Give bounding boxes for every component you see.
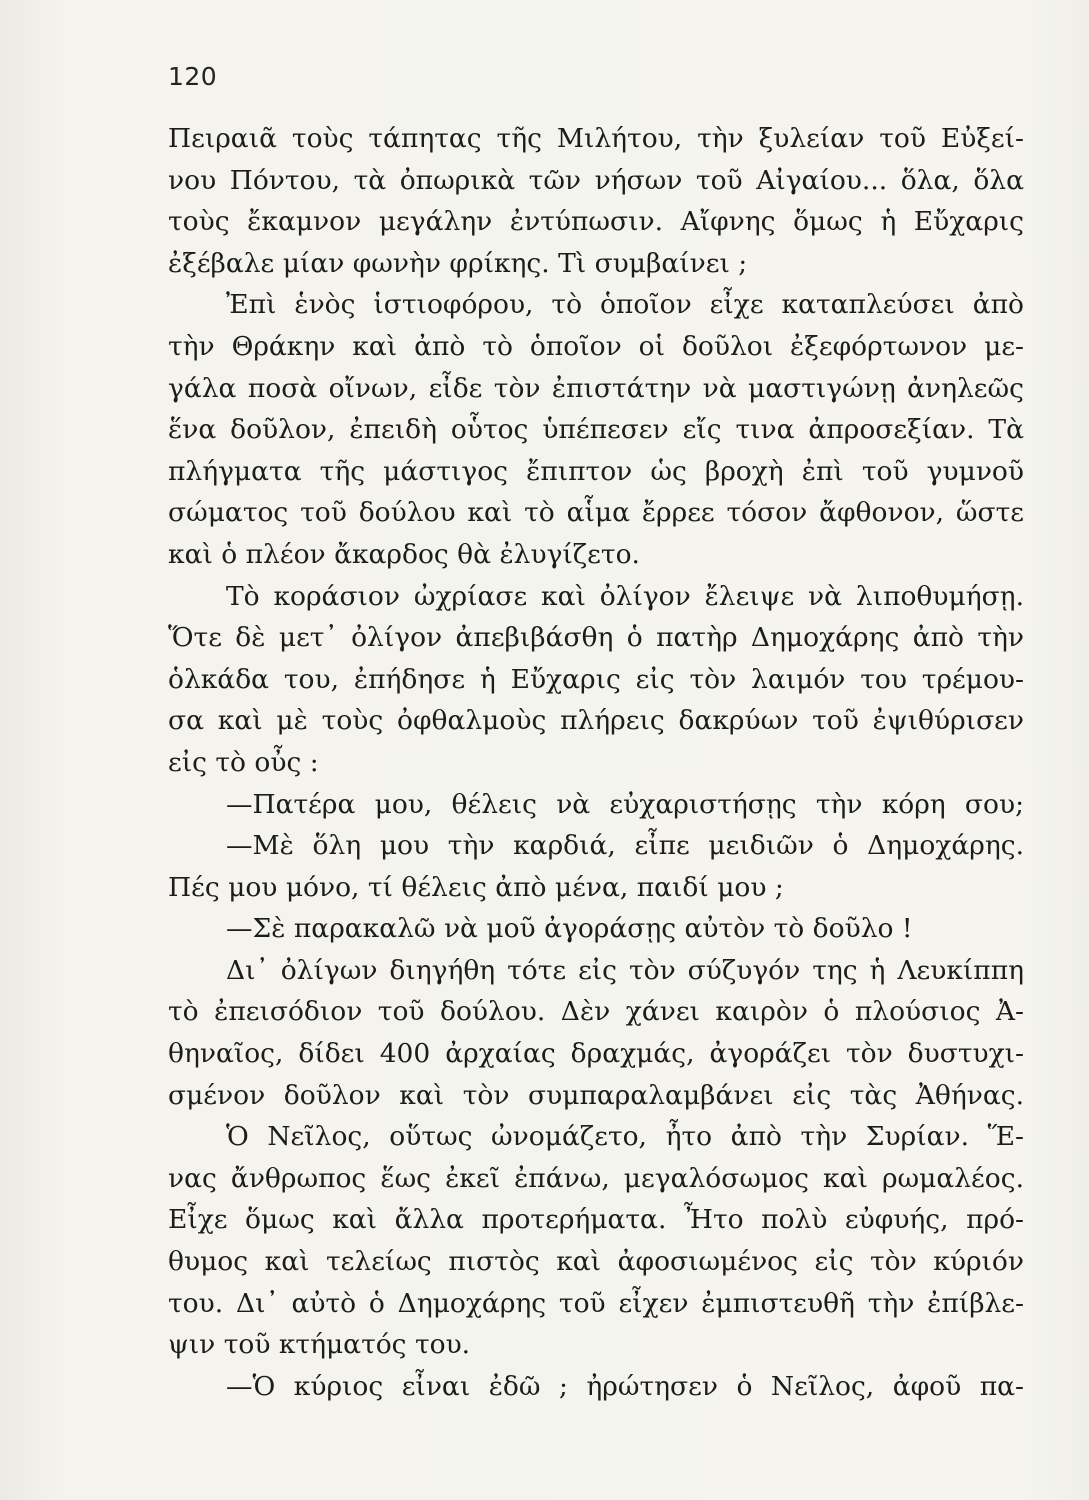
text-line: νας ἄνθρωπος ἕως ἐκεῖ ἐπάνω, μεγαλόσωμος καὶ ρωμαλέος. [168, 1162, 1024, 1194]
text-line: Τὸ κοράσιον ὠχρίασε καὶ ὀλίγον ἔλειψε νὰ λιποθυμήσῃ. [226, 580, 1024, 612]
text-line: τοὺς ἔκαμνον μεγάλην ἐντύπωσιν. Αἴφνης ὅμως ἡ Εὔχαρις [168, 206, 1024, 238]
text-line: θηναῖος, δίδει 400 ἀρχαίας δραχμάς, ἀγοράζει τὸν δυστυχι- [168, 1038, 1024, 1070]
text-line: σα καὶ μὲ τοὺς ὀφθαλμοὺς πλήρεις δακρύων τοῦ ἐψιθύρισεν [168, 705, 1024, 737]
text-line: εἰς τὸ οὖς : [168, 746, 319, 778]
text-line: ὁλκάδα του, ἐπήδησε ἡ Εὔχαρις εἰς τὸν λαιμόν του τρέμου- [168, 663, 1024, 695]
text-line: πλήγματα τῆς μάστιγος ἔπιπτον ὡς βροχὴ ἐπὶ τοῦ γυμνοῦ [168, 455, 1024, 487]
text-line: —Σὲ παρακαλῶ νὰ μοῦ ἀγοράσῃς αὐτὸν τὸ δοῦλο ! [226, 913, 913, 945]
text-line: γάλα ποσὰ οἴνων, εἶδε τὸν ἐπιστάτην νὰ μαστιγώνῃ ἀνηλεῶς [168, 372, 1024, 404]
text-line: νου Πόντου, τὰ ὀπωρικὰ τῶν νήσων τοῦ Αἰγαίου... ὅλα, ὅλα [168, 164, 1024, 196]
text-line: τὸ ἐπεισόδιον τοῦ δούλου. Δὲν χάνει καιρὸν ὁ πλούσιος Ἀ- [168, 996, 1024, 1028]
text-line: Πές μου μόνο, τί θέλεις ἀπὸ μένα, παιδί μου ; [168, 871, 784, 903]
text-line: καὶ ὁ πλέον ἄκαρδος θὰ ἐλυγίζετο. [168, 538, 640, 570]
text-line: Εἶχε ὅμως καὶ ἄλλα προτερήματα. Ἦτο πολὺ εὐφυής, πρό- [168, 1204, 1024, 1236]
text-line: Ἐπὶ ἑνὸς ἱστιοφόρου, τὸ ὁποῖον εἶχε καταπλεύσει ἀπὸ [226, 289, 1024, 321]
text-line: —Μὲ ὅλη μου τὴν καρδιά, εἶπε μειδιῶν ὁ Δημοχάρης. [226, 830, 1024, 862]
text-line: ἕνα δοῦλον, ἐπειδὴ οὗτος ὑπέπεσεν εἴς τινα ἀπροσεξίαν. Τὰ [168, 414, 1024, 446]
text-line: Ὁ Νεῖλος, οὕτως ὠνομάζετο, ἦτο ἀπὸ τὴν Συρίαν. Ἕ- [226, 1121, 1024, 1153]
text-line: σώματος τοῦ δούλου καὶ τὸ αἷμα ἔρρεε τόσον ἄφθονον, ὥστε [168, 497, 1024, 529]
text-line: —Ὁ κύριος εἶναι ἐδῶ ; ἠρώτησεν ὁ Νεῖλος, ἀφοῦ πα- [226, 1370, 1024, 1402]
text-line: τὴν Θράκην καὶ ἀπὸ τὸ ὁποῖον οἱ δοῦλοι ἐξεφόρτωνον με- [168, 330, 1024, 362]
text-line: Δι᾽ ὀλίγων διηγήθη τότε εἰς τὸν σύζυγόν της ἡ Λευκίππη [226, 954, 1024, 986]
text-line: ψιν τοῦ κτήματός του. [168, 1329, 471, 1361]
text-line: ἐξέβαλε μίαν φωνὴν φρίκης. Τὶ συμβαίνει ; [168, 247, 748, 279]
text-line: του. Δι᾽ αὐτὸ ὁ Δημοχάρης τοῦ εἶχεν ἐμπιστευθῆ τὴν ἐπίβλε- [168, 1287, 1024, 1319]
text-body [168, 118, 1024, 1407]
text-line: Πειραιᾶ τοὺς τάπητας τῆς Μιλήτου, τὴν ξυλείαν τοῦ Εὐξεί- [168, 123, 1024, 154]
text-line: θυμος καὶ τελείως πιστὸς καὶ ἀφοσιωμένος εἰς τὸν κύριόν [168, 1246, 1024, 1278]
text-line: Ὅτε δὲ μετ᾽ ὀλίγον ἀπεβιβάσθη ὁ πατὴρ Δημοχάρης ἀπὸ τὴν [168, 622, 1024, 654]
text-line: —Πατέρα μου, θέλεις νὰ εὐχαριστήσῃς τὴν κόρη σου; [226, 788, 1024, 820]
text-line: σμένον δοῦλον καὶ τὸν συμπαραλαμβάνει εἰς τὰς Ἀθήνας. [168, 1079, 1024, 1111]
page-number: 120 [168, 62, 218, 91]
